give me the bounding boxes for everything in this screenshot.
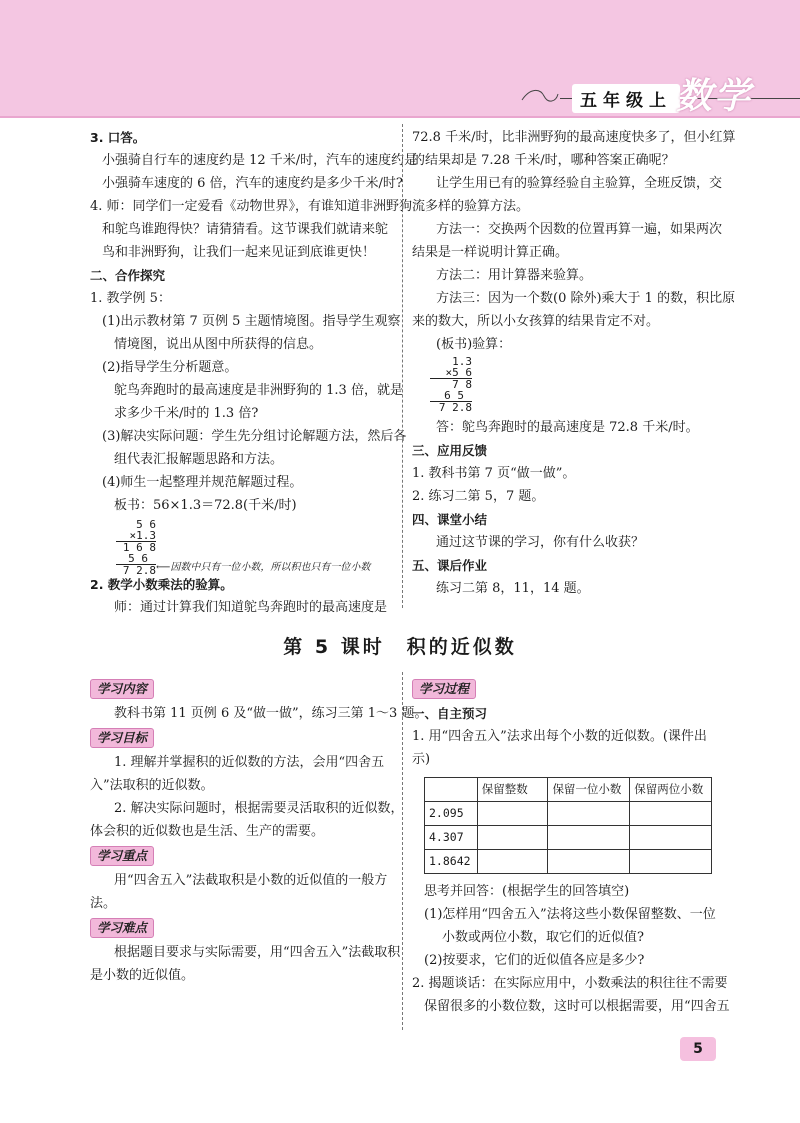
- section-heading: 四、课堂小结: [412, 512, 488, 527]
- text-line: 法。: [90, 896, 117, 911]
- learning-content-tag: 学习内容: [90, 679, 154, 699]
- table-header: 保留一位小数: [548, 778, 630, 802]
- text-line: (2)按要求，它们的近似值各应是多少?: [424, 953, 645, 968]
- text-line: 3. 口答。: [90, 130, 146, 145]
- grade-label: 五年级上: [572, 84, 680, 113]
- text-line: 小数或两位小数，取它们的近似值?: [442, 930, 644, 945]
- text-line: 体会积的近似数也是生活、生产的需要。: [90, 824, 325, 839]
- table-cell: [548, 802, 630, 826]
- table-cell: [630, 826, 712, 850]
- difficulties-tag: 学习难点: [90, 918, 154, 938]
- text-line: 通过这节课的学习，你有什么收获？: [436, 535, 645, 550]
- section-heading: 二、合作探究: [90, 268, 166, 283]
- board-writing: 板书：56×1.3＝72.8(千米/时): [114, 498, 297, 513]
- text-line: 1. 理解并掌握积的近似数的方法，会用“四舍五: [114, 755, 385, 770]
- table-cell: 2.095: [425, 802, 478, 826]
- calc-row: ×1.3: [116, 530, 156, 542]
- learning-goals-tag: 学习目标: [90, 728, 154, 748]
- text-line: 的结果却是 7.28 千米/时，哪种答案正确呢？: [412, 153, 675, 168]
- approximation-table: [424, 777, 712, 874]
- table-header: 保留整数: [477, 778, 548, 802]
- table-cell: [477, 850, 548, 874]
- vertical-calculation-1: [90, 517, 390, 577]
- text-line: (2)指导学生分析题意。: [102, 360, 238, 375]
- calc-row: 1.3: [452, 355, 472, 368]
- arrow-icon: ⟵: [156, 562, 171, 573]
- calc-row: 7 2.8: [122, 564, 156, 577]
- text-line: 流多样的验算方法。: [412, 199, 530, 214]
- left-top-column: [90, 126, 418, 619]
- calc-row: 6 5: [430, 390, 472, 402]
- text-line: 师：通过计算我们知道鸵鸟奔跑时的最高速度是: [114, 600, 388, 615]
- text-line: 方法三：因为一个数(0 除外)乘大于 1 的数，积比原: [436, 291, 736, 306]
- calc-row: 5 6: [116, 553, 156, 565]
- text-line: 鸟和非洲野狗，让我们一起来见证到底谁更快！: [102, 245, 376, 260]
- learning-process-tag: 学习过程: [412, 679, 476, 699]
- calc-row: 7 8: [452, 378, 472, 391]
- text-line: 2. 解决实际问题时，根据需要灵活取积的近似数，: [114, 801, 404, 816]
- text-line: 1. 教科书第 7 页“做一做”。: [412, 466, 576, 481]
- text-line: 小强骑车速度的 6 倍，汽车的速度约是多少千米/时?: [102, 176, 403, 191]
- table-row: [425, 826, 712, 850]
- text-line: 来的数大，所以小女孩算的结果肯定不对。: [412, 314, 660, 329]
- text-line: 教科书第 11 页例 6 及“做一做”，练习三第 1～3 题。: [114, 706, 428, 721]
- text-line: 练习二第 8，11，14 题。: [436, 581, 590, 596]
- calc-row: 5 6: [136, 518, 156, 531]
- text-line: (1)出示教材第 7 页例 5 主题情境图。指导学生观察: [102, 314, 401, 329]
- text-line: 答：鸵鸟奔跑时的最高速度是 72.8 千米/时。: [436, 420, 699, 435]
- swirl-decoration-icon: [520, 86, 560, 106]
- table-cell: [630, 802, 712, 826]
- calc-row: ×5 6: [430, 367, 472, 379]
- page-number: 5: [680, 1037, 716, 1061]
- section-heading: 三、应用反馈: [412, 443, 488, 458]
- text-line: 小强骑自行车的速度约是 12 千米/时，汽车的速度约是: [102, 153, 418, 168]
- calc-row: 7 2.8: [438, 401, 472, 414]
- table-cell: 4.307: [425, 826, 478, 850]
- table-cell: 1.8642: [425, 850, 478, 874]
- text-line: 结果是一样说明计算正确。: [412, 245, 569, 260]
- subject-title: 数学: [676, 75, 753, 117]
- table-cell: [630, 850, 712, 874]
- table-header: [425, 778, 478, 802]
- text-line: 4. 师：同学们一定爱看《动物世界》，有谁知道非洲野狗: [90, 199, 413, 214]
- section-heading: 五、课后作业: [412, 558, 488, 573]
- calc-row: 1 6 8: [122, 541, 156, 554]
- text-line: (1)怎样用“四舍五入”法将这些小数保留整数、一位: [424, 907, 716, 922]
- key-points-tag: 学习重点: [90, 846, 154, 866]
- text-line: 方法二：用计算器来验算。: [436, 268, 593, 283]
- text-line: (4)师生一起整理并规范解题过程。: [102, 475, 303, 490]
- section-heading: 一、自主预习: [412, 706, 488, 721]
- text-line: 组代表汇报解题思路和方法。: [114, 452, 284, 467]
- text-line: 入”法取积的近似数。: [90, 778, 214, 793]
- text-line: 求多少千米/时的 1.3 倍?: [114, 406, 259, 421]
- table-row: [425, 850, 712, 874]
- text-line: 让学生用已有的验算经验自主验算，全班反馈，交: [436, 176, 723, 191]
- column-divider: [402, 672, 403, 1030]
- text-line: 2. 揭题谈话：在实际应用中，小数乘法的积往往不需要: [412, 976, 728, 991]
- text-line: 根据题目要求与实际需要，用“四舍五入”法截取积: [114, 945, 401, 960]
- table-cell: [548, 826, 630, 850]
- text-line: 思考并回答：(根据学生的回答填空): [424, 884, 630, 899]
- handwritten-note: 因数中只有一位小数，所以积也只有一位小数: [170, 562, 371, 573]
- text-line: (3)解决实际问题：学生先分组讨论解题方法，然后各: [102, 429, 407, 444]
- left-bottom-column: [90, 676, 428, 987]
- text-line: 保留很多的小数位数，这时可以根据需要，用“四舍五: [424, 999, 730, 1014]
- text-line: 鸵鸟奔跑时的最高速度是非洲野狗的 1.3 倍，就是: [114, 383, 403, 398]
- table-cell: [477, 802, 548, 826]
- text-line: 用“四舍五入”法截取积是小数的近似值的一般方: [114, 873, 388, 888]
- text-line: 1. 教学例 5：: [90, 291, 171, 306]
- text-line: 方法一：交换两个因数的位置再算一遍，如果两次: [436, 222, 723, 237]
- text-line: 1. 用“四舍五入”法求出每个小数的近似数。(课件出: [412, 729, 707, 744]
- lesson-title: 第 5 课时 积的近似数: [283, 636, 517, 658]
- text-line: 和鸵鸟谁跑得快？请猜猜看。这节课我们就请来鸵: [102, 222, 389, 237]
- text-line: 2. 练习二第 5，7 题。: [412, 489, 545, 504]
- text-line: 示): [412, 752, 431, 767]
- table-row: [425, 802, 712, 826]
- table-header: 保留两位小数: [630, 778, 712, 802]
- table-cell: [477, 826, 548, 850]
- vertical-calculation-2: [412, 356, 712, 416]
- text-line: (板书)验算：: [436, 337, 512, 352]
- table-header-row: [425, 778, 712, 802]
- text-line: 是小数的近似值。: [90, 968, 195, 983]
- right-top-column: [412, 126, 736, 600]
- table-cell: [548, 850, 630, 874]
- column-divider: [402, 124, 403, 608]
- text-line: 情境图，说出从图中所获得的信息。: [114, 337, 323, 352]
- text-line: 2. 教学小数乘法的验算。: [90, 577, 233, 592]
- right-bottom-column: [412, 676, 730, 1018]
- text-line: 72.8 千米/时，比非洲野狗的最高速度快多了，但小红算: [412, 130, 736, 145]
